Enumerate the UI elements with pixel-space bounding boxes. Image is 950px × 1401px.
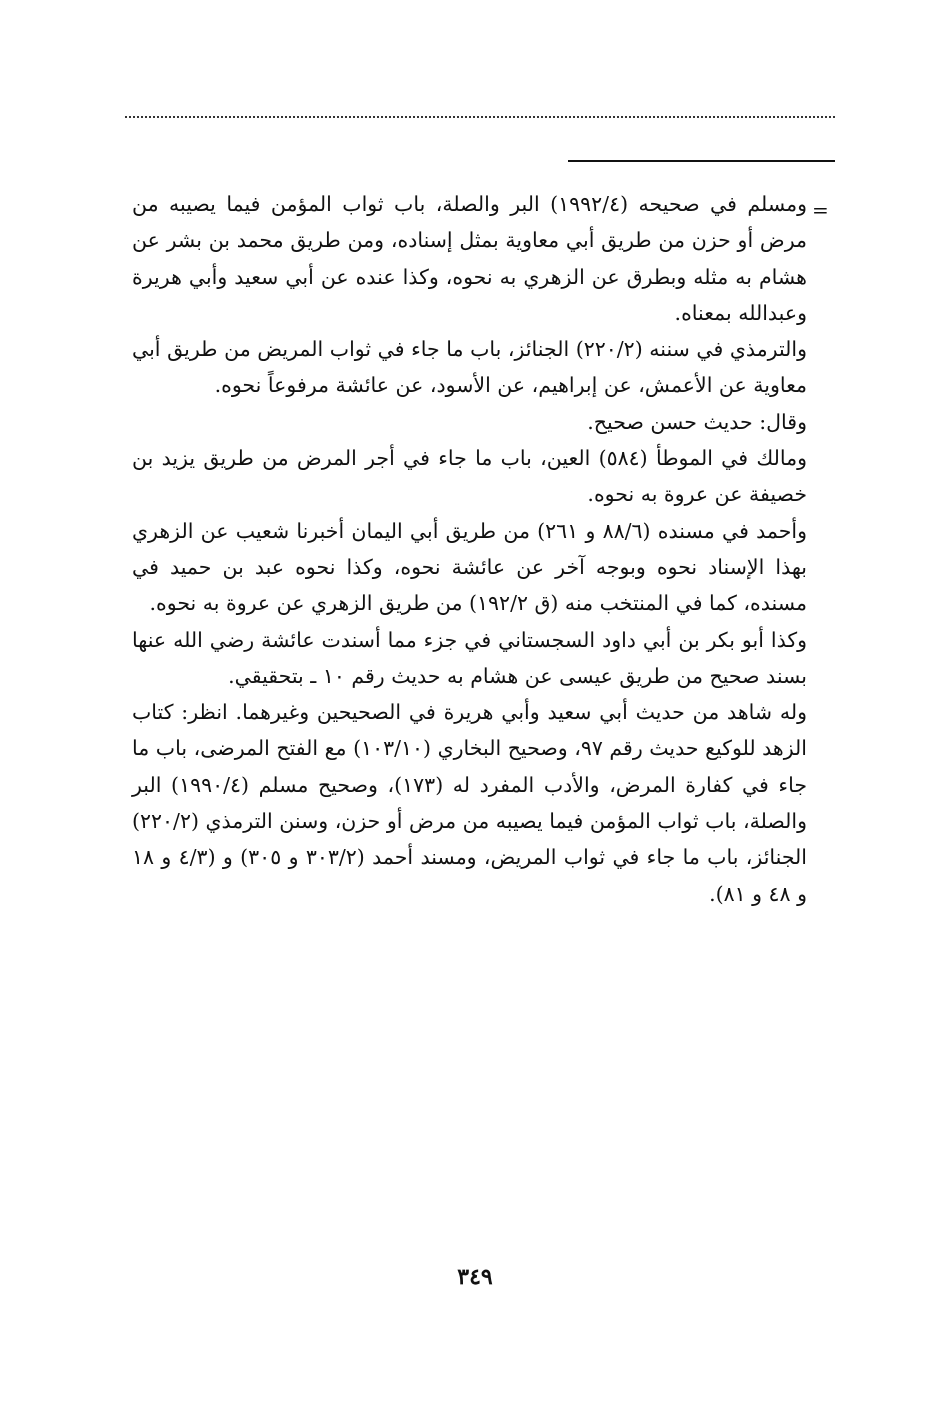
footnote-paragraph: والترمذي في سننه (٢٢٠/٢) الجنائز، باب ما جاء في ثواب المريض من طريق أبي معاوية عن الأعمش، عن إبراهيم، عن الأسود، عن عائشة مرفوعاً نحوه. bbox=[132, 337, 807, 398]
footnote-separator bbox=[568, 160, 835, 162]
footnote-paragraph: وكذا أبو بكر بن أبي داود السجستاني في جزء مما أسندت عائشة رضي الله عنها بسند صحيح من طريق عيسى عن هشام به حديث رقم ١٠ ـ بتحقيقي. bbox=[132, 627, 807, 688]
footnote-paragraph: وله شاهد من حديث أبي سعيد وأبي هريرة في الصحيحين وغيرهما. انظر: كتاب الزهد للوكيع حديث رقم ٩٧، وصحيح البخاري (١٠٣/١٠) مع الفتح المرضى، باب ما جاء في كفارة المرض، والأدب المفرد له (١٧٣)، وصحيح مسلم (١٩٩٠/٤) البر والصلة، باب ثواب المؤمن فيما يصيبه من مرض أو حزن، وسنن الترمذي (٢٢٠/٢) الجنائز، باب ما جاء في ثواب المريض، ومسند أحمد (٣٠٣/٢ و ٣٠٥) و (٤/٣ و ١٨ و ٤٨ و ٨١). bbox=[132, 700, 808, 906]
footnote-body bbox=[132, 186, 807, 912]
continuation-marker: = bbox=[812, 198, 829, 222]
footnote-paragraph: ومسلم في صحيحه (١٩٩٢/٤) البر والصلة، باب ثواب المؤمن فيما يصيبه من مرض أو حزن من طريق أبي معاوية بمثل إسناده، ومن طريق محمد بن بشر عن هشام به مثله وبطرق عن الزهري به نحوه، وكذا عنده عن أبي سعيد وأبي هريرة وعبدالله بمعناه. bbox=[132, 192, 807, 325]
dotted-separator bbox=[125, 116, 835, 118]
footnote-paragraph: وقال: حديث حسن صحيح. bbox=[587, 409, 807, 434]
page-number: ٣٤٩ bbox=[457, 1264, 493, 1290]
footnote-paragraph: ومالك في الموطأ (٥٨٤) العين، باب ما جاء في أجر المرض من طريق يزيد بن خصيفة عن عروة به نحوه. bbox=[132, 446, 807, 507]
footnote-paragraph: وأحمد في مسنده (٨٨/٦ و ٢٦١) من طريق أبي اليمان أخبرنا شعيب عن الزهري بهذا الإسناد نحوه وبوجه آخر عن عائشة نحوه، وكذا نحوه عبد بن حميد في مسنده، كما في المنتخب منه (ق ١٩٢/٢) من طريق الزهري عن عروة به نحوه. bbox=[132, 518, 807, 616]
